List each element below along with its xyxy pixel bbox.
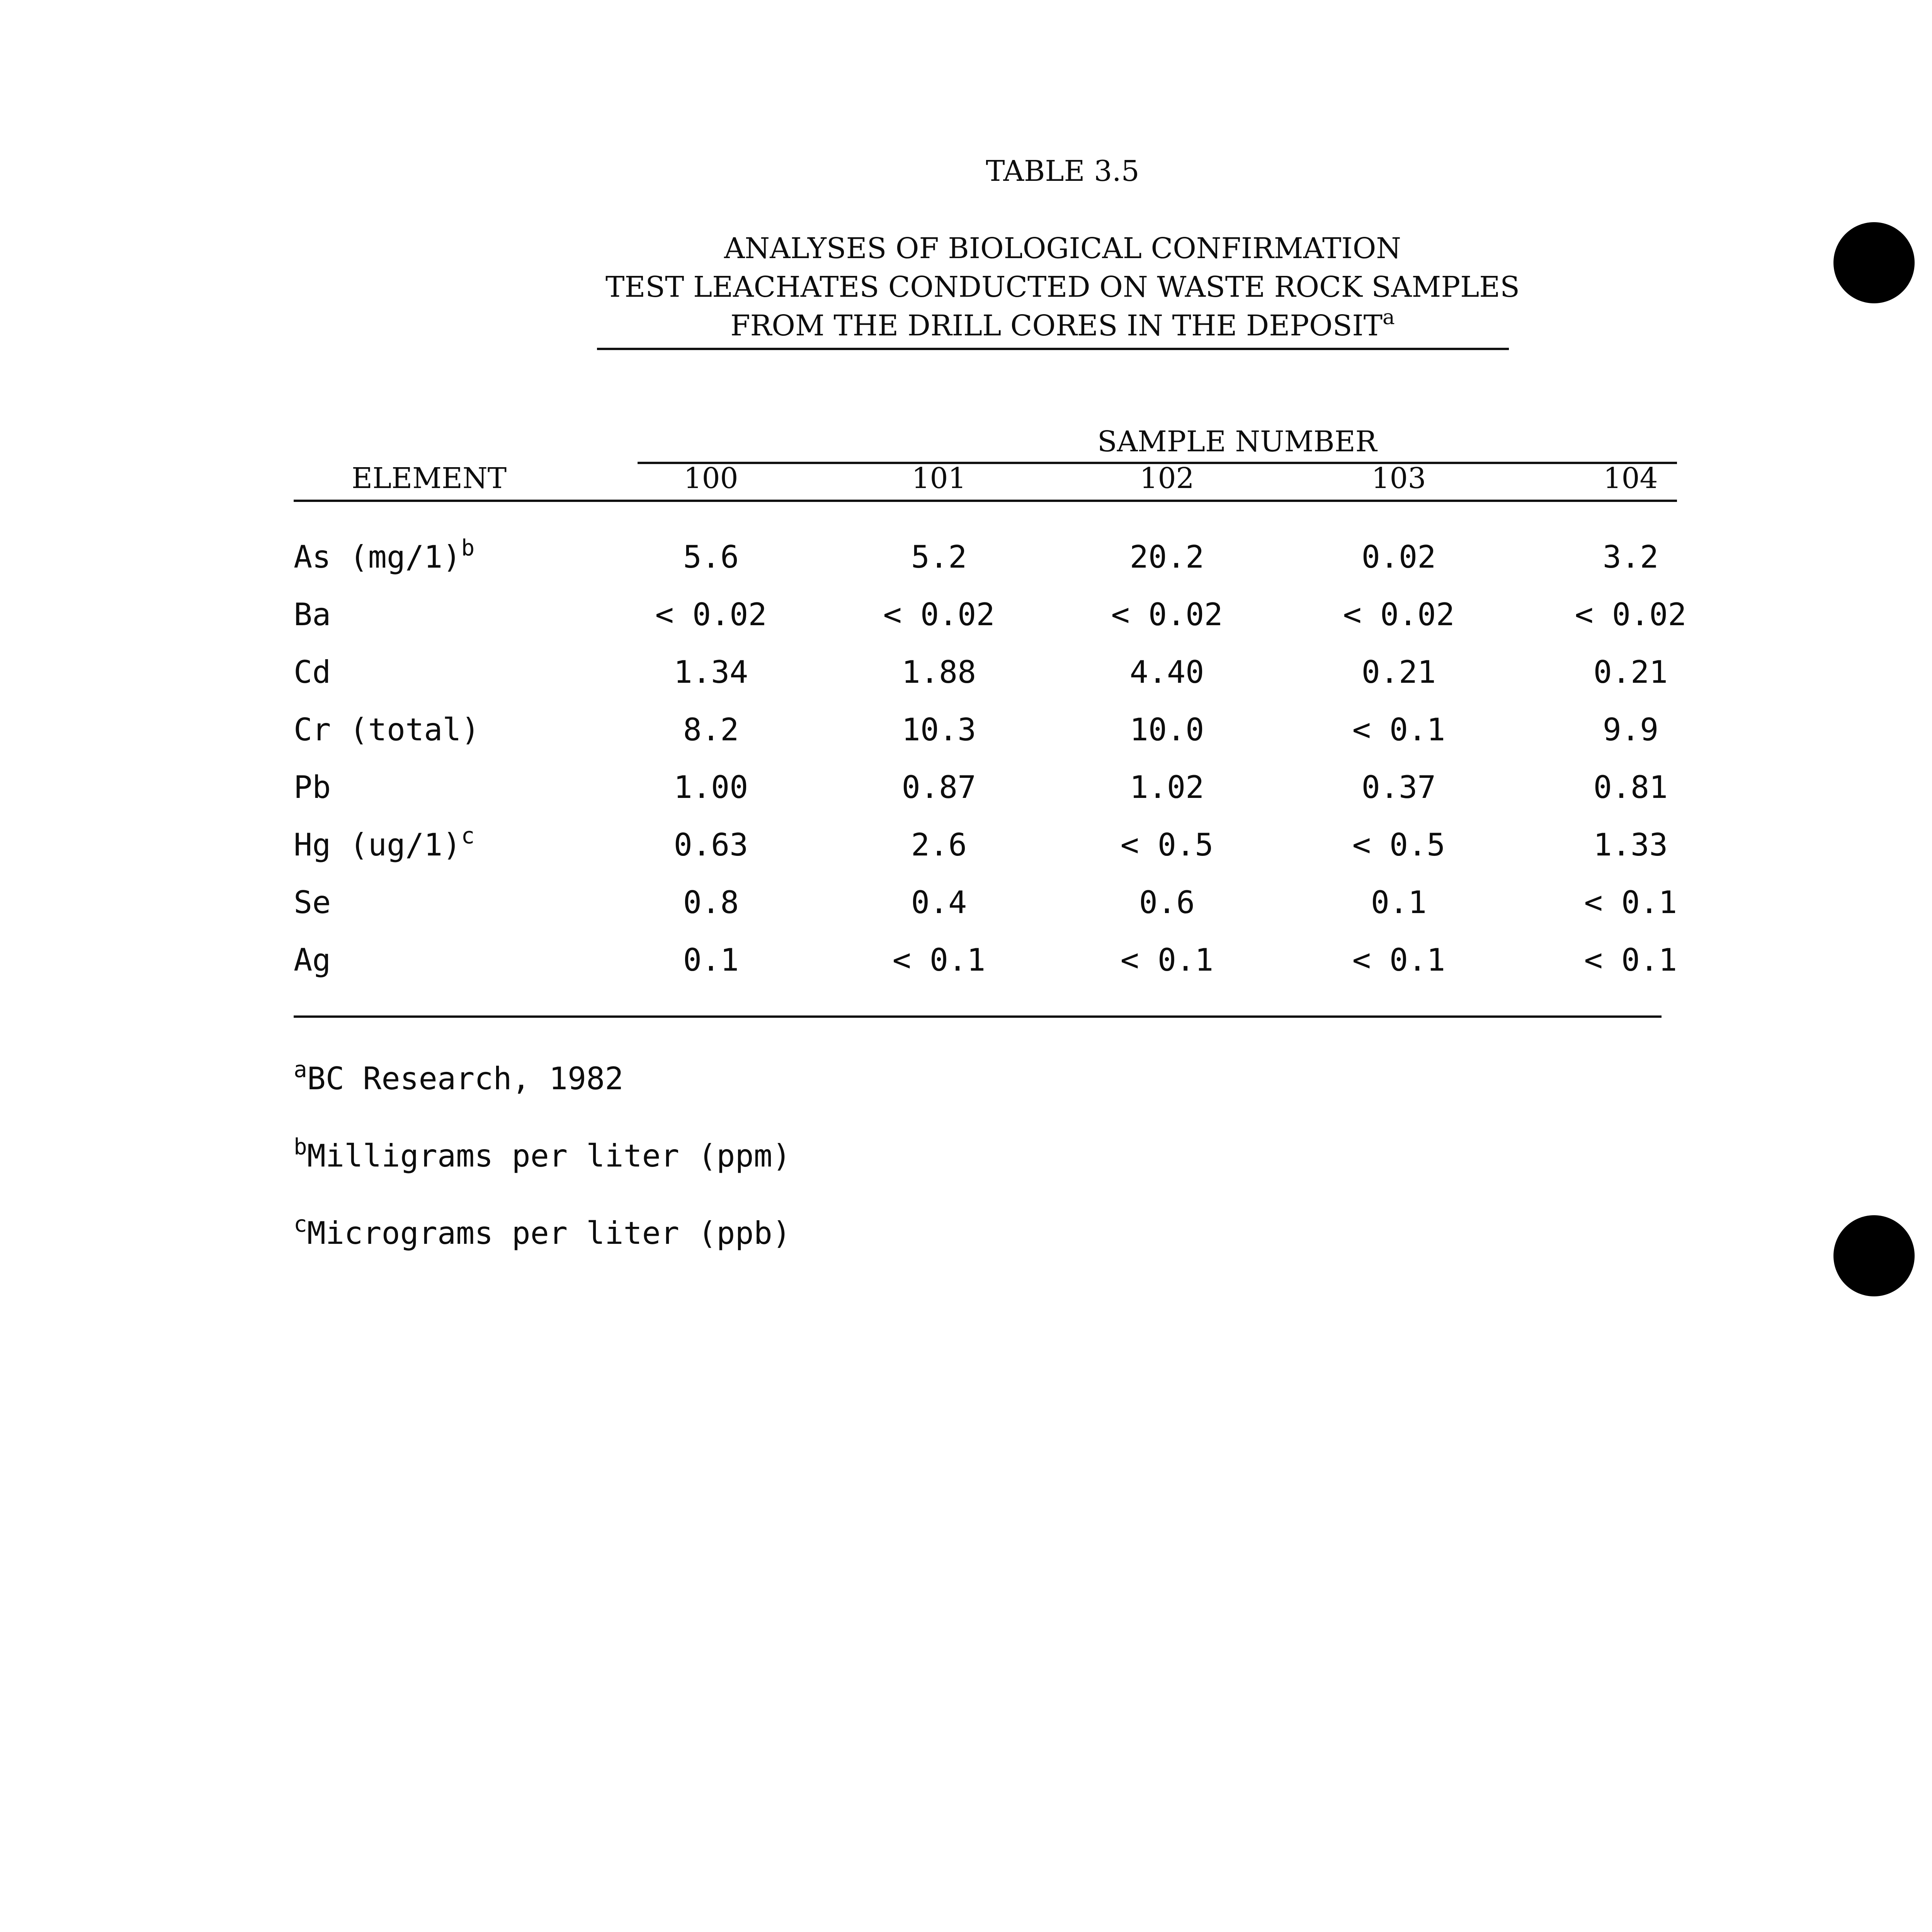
- element-name: Hg (ug/1): [294, 827, 461, 863]
- footnote-mark: b: [294, 1134, 307, 1160]
- value-cell: < 0.02: [1575, 597, 1687, 633]
- value-cell: 0.21: [1593, 654, 1668, 690]
- title-line-2: TEST LEACHATES CONDUCTED ON WASTE ROCK SAMPLES: [605, 270, 1520, 304]
- header-rule: [294, 500, 1677, 502]
- value-cell: < 0.1: [1352, 712, 1446, 748]
- footnote-text: Micrograms per liter (ppb): [307, 1215, 791, 1251]
- value-cell: 10.3: [901, 712, 976, 748]
- value-cell: < 0.02: [1343, 597, 1455, 633]
- element-cell: [294, 535, 475, 575]
- footnote-text: Milligrams per liter (ppm): [307, 1138, 791, 1174]
- value-cell: 3.2: [1602, 539, 1659, 575]
- footnote: [294, 1211, 791, 1251]
- element-cell: [294, 654, 331, 690]
- value-cell: 0.81: [1593, 769, 1668, 805]
- sample-number-header: SAMPLE NUMBER: [1097, 425, 1377, 458]
- binder-hole-middle: [1833, 1215, 1915, 1296]
- table-bottom-rule: [294, 1015, 1662, 1018]
- sample-number-2: 102: [1139, 462, 1194, 495]
- value-cell: 5.6: [683, 539, 739, 575]
- value-cell: 1.00: [673, 769, 748, 805]
- title-footnote-mark: a: [1383, 305, 1395, 329]
- element-cell: [294, 884, 331, 920]
- element-name: Ag: [294, 942, 331, 978]
- element-footnote-mark: b: [461, 535, 475, 561]
- value-cell: 8.2: [683, 712, 739, 748]
- value-cell: < 0.1: [892, 942, 986, 978]
- footnote-text: BC Research, 1982: [307, 1061, 624, 1097]
- footnote: [294, 1134, 791, 1174]
- value-cell: < 0.02: [1111, 597, 1223, 633]
- value-cell: < 0.1: [1584, 884, 1677, 920]
- value-cell: < 0.1: [1584, 942, 1677, 978]
- value-cell: 0.63: [673, 827, 748, 863]
- element-footnote-mark: c: [461, 823, 475, 849]
- title-line-3-text: FROM THE DRILL CORES IN THE DEPOSIT: [730, 309, 1383, 342]
- value-cell: < 0.5: [1120, 827, 1214, 863]
- footnote-mark: c: [294, 1211, 307, 1237]
- value-cell: 0.6: [1139, 884, 1195, 920]
- value-cell: 20.2: [1129, 539, 1204, 575]
- value-cell: 0.37: [1361, 769, 1436, 805]
- value-cell: 1.33: [1593, 827, 1668, 863]
- value-cell: < 0.1: [1352, 942, 1446, 978]
- value-cell: < 0.02: [883, 597, 995, 633]
- value-cell: 1.02: [1129, 769, 1204, 805]
- value-cell: 5.2: [911, 539, 967, 575]
- sample-number-1: 101: [912, 462, 966, 495]
- value-cell: 0.87: [901, 769, 976, 805]
- value-cell: 0.1: [683, 942, 739, 978]
- value-cell: 9.9: [1602, 712, 1659, 748]
- title-underline: [597, 348, 1509, 350]
- title-line-3: [483, 305, 1642, 342]
- value-cell: < 0.1: [1120, 942, 1214, 978]
- element-name: Ba: [294, 597, 331, 633]
- element-cell: [294, 823, 475, 863]
- element-cell: [294, 769, 331, 805]
- element-cell: [294, 712, 480, 748]
- value-cell: 0.02: [1361, 539, 1436, 575]
- value-cell: 10.0: [1129, 712, 1204, 748]
- value-cell: 4.40: [1129, 654, 1204, 690]
- footnote: [294, 1056, 624, 1097]
- element-name: Cd: [294, 654, 331, 690]
- value-cell: 0.1: [1371, 884, 1427, 920]
- value-cell: < 0.5: [1352, 827, 1446, 863]
- binder-hole-top: [1833, 222, 1915, 303]
- value-cell: 1.88: [901, 654, 976, 690]
- sample-number-3: 103: [1371, 462, 1426, 495]
- element-name: As (mg/1): [294, 539, 461, 575]
- value-cell: 0.4: [911, 884, 967, 920]
- value-cell: < 0.02: [655, 597, 767, 633]
- element-cell: [294, 942, 331, 978]
- title-line-1: ANALYSES OF BIOLOGICAL CONFIRMATION: [724, 232, 1401, 265]
- element-name: Cr (total): [294, 712, 480, 748]
- element-name: Pb: [294, 769, 331, 805]
- table-label: TABLE 3.5: [986, 155, 1139, 188]
- value-cell: 0.21: [1361, 654, 1436, 690]
- element-header: ELEMENT: [352, 462, 507, 495]
- element-name: Se: [294, 884, 331, 920]
- value-cell: 2.6: [911, 827, 967, 863]
- value-cell: 0.8: [683, 884, 739, 920]
- footnote-mark: a: [294, 1056, 307, 1083]
- sample-number-0: 100: [684, 462, 738, 495]
- value-cell: 1.34: [673, 654, 748, 690]
- sample-number-4: 104: [1603, 462, 1658, 495]
- element-cell: [294, 597, 331, 633]
